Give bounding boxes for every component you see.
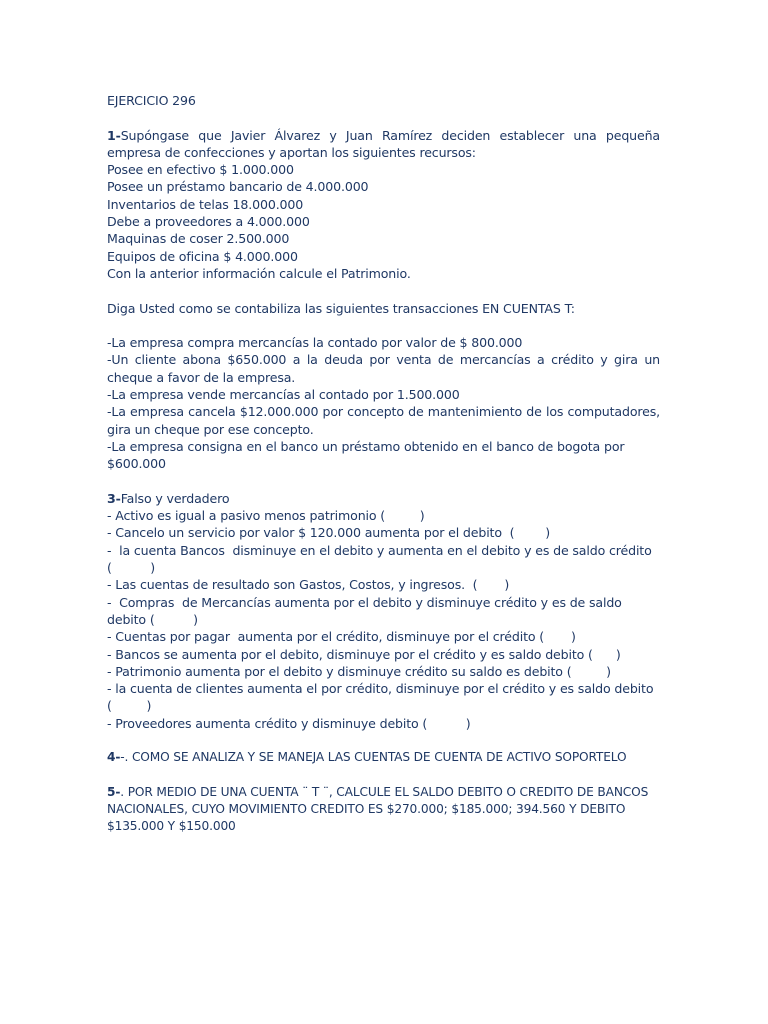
section-1-intro-text: Supóngase que Javier Álvarez y Juan Ramírez deciden establecer una pequeña empresa de confecciones y aportan los siguientes recursos: bbox=[107, 127, 660, 160]
section-2-item: -La empresa cancela $12.000.000 por concepto de mantenimiento de los computadores, gira un cheque por ese concepto. bbox=[107, 404, 660, 437]
section-2-item: -La empresa compra mercancías la contado por valor de $ 800.000 bbox=[107, 335, 523, 351]
document-page bbox=[107, 92, 673, 836]
section-5 bbox=[107, 784, 660, 836]
section-5-number: 5- bbox=[107, 784, 121, 799]
section-1 bbox=[107, 127, 660, 283]
spacer bbox=[107, 109, 660, 126]
section-1-intro bbox=[107, 127, 660, 162]
spacer bbox=[107, 473, 660, 490]
section-1-item: Posee en efectivo $ 1.000.000 bbox=[107, 162, 294, 178]
true-false-item: - Las cuentas de resultado son Gastos, Costos, y ingresos. ( ) bbox=[107, 577, 510, 593]
section-2-item: -La empresa vende mercancías al contado por 1.500.000 bbox=[107, 387, 460, 403]
spacer bbox=[107, 282, 660, 299]
true-false-item: - la cuenta de clientes aumenta el por crédito, disminuye por el crédito y es saldo debito ( ) bbox=[107, 681, 673, 714]
true-false-item: - Patrimonio aumenta por el debito y disminuye crédito su saldo es debito ( ) bbox=[107, 663, 611, 679]
section-3-number: 3- bbox=[107, 490, 121, 506]
true-false-item: - Cuentas por pagar aumenta por el crédito, disminuye por el crédito ( ) bbox=[107, 629, 576, 645]
spacer bbox=[107, 317, 660, 334]
section-1-number: 1- bbox=[107, 127, 121, 143]
section-3-heading bbox=[107, 490, 660, 507]
section-1-item: Debe a proveedores a 4.000.000 bbox=[107, 214, 310, 230]
section-4 bbox=[107, 749, 660, 766]
section-1-item: Inventarios de telas 18.000.000 bbox=[107, 196, 304, 212]
true-false-item: - Proveedores aumenta crédito y disminuye debito ( ) bbox=[107, 715, 471, 731]
section-4-number: 4- bbox=[107, 750, 121, 765]
true-false-item: - Compras de Mercancías aumenta por el debito y disminuye crédito y es de saldo debito ( ) bbox=[107, 594, 626, 627]
spacer bbox=[107, 767, 660, 784]
section-4-text: -. COMO SE ANALIZA Y SE MANEJA LAS CUENTAS DE CUENTA DE ACTIVO SOPORTELO bbox=[120, 750, 627, 765]
document-title: EJERCICIO 296 bbox=[107, 93, 196, 108]
section-1-item: Maquinas de coser 2.500.000 bbox=[107, 231, 290, 247]
true-false-item: - Activo es igual a pasivo menos patrimonio ( ) bbox=[107, 508, 425, 524]
section-3 bbox=[107, 490, 673, 732]
section-2-intro: Diga Usted como se contabiliza las siguientes transacciones EN CUENTAS T: bbox=[107, 300, 575, 316]
section-2-item: -La empresa consigna en el banco un préstamo obtenido en el banco de bogota por $600.000 bbox=[107, 438, 625, 472]
true-false-item: - Bancos se aumenta por el debito, disminuye por el crédito y es saldo debito ( ) bbox=[107, 646, 621, 662]
section-1-item: Equipos de oficina $ 4.000.000 bbox=[107, 248, 298, 264]
section-2 bbox=[107, 300, 660, 473]
section-1-item: Con la anterior información calcule el Patrimonio. bbox=[107, 265, 411, 281]
section-3-heading-text: Falso y verdadero bbox=[120, 490, 230, 506]
section-2-item: -Un cliente abona $650.000 a la deuda por venta de mercancías a crédito y gira un cheque a favor de la empresa. bbox=[107, 352, 660, 385]
section-5-text: . POR MEDIO DE UNA CUENTA ¨ T ¨, CALCULE EL SALDO DEBITO O CREDITO DE BANCOS NACIONALES, CUYO MOVIMIENTO CREDITO ES $270.000; $185.000; 394.560 Y DEBITO $135.000 Y $150.000 bbox=[107, 784, 649, 834]
true-false-item: - la cuenta Bancos disminuye en el debito y aumenta en el debito y es de saldo crédito ( ) bbox=[107, 542, 660, 576]
true-false-item: - Cancelo un servicio por valor $ 120.000 aumenta por el debito ( ) bbox=[107, 525, 550, 541]
spacer bbox=[107, 732, 660, 749]
section-1-item: Posee un préstamo bancario de 4.000.000 bbox=[107, 179, 369, 195]
